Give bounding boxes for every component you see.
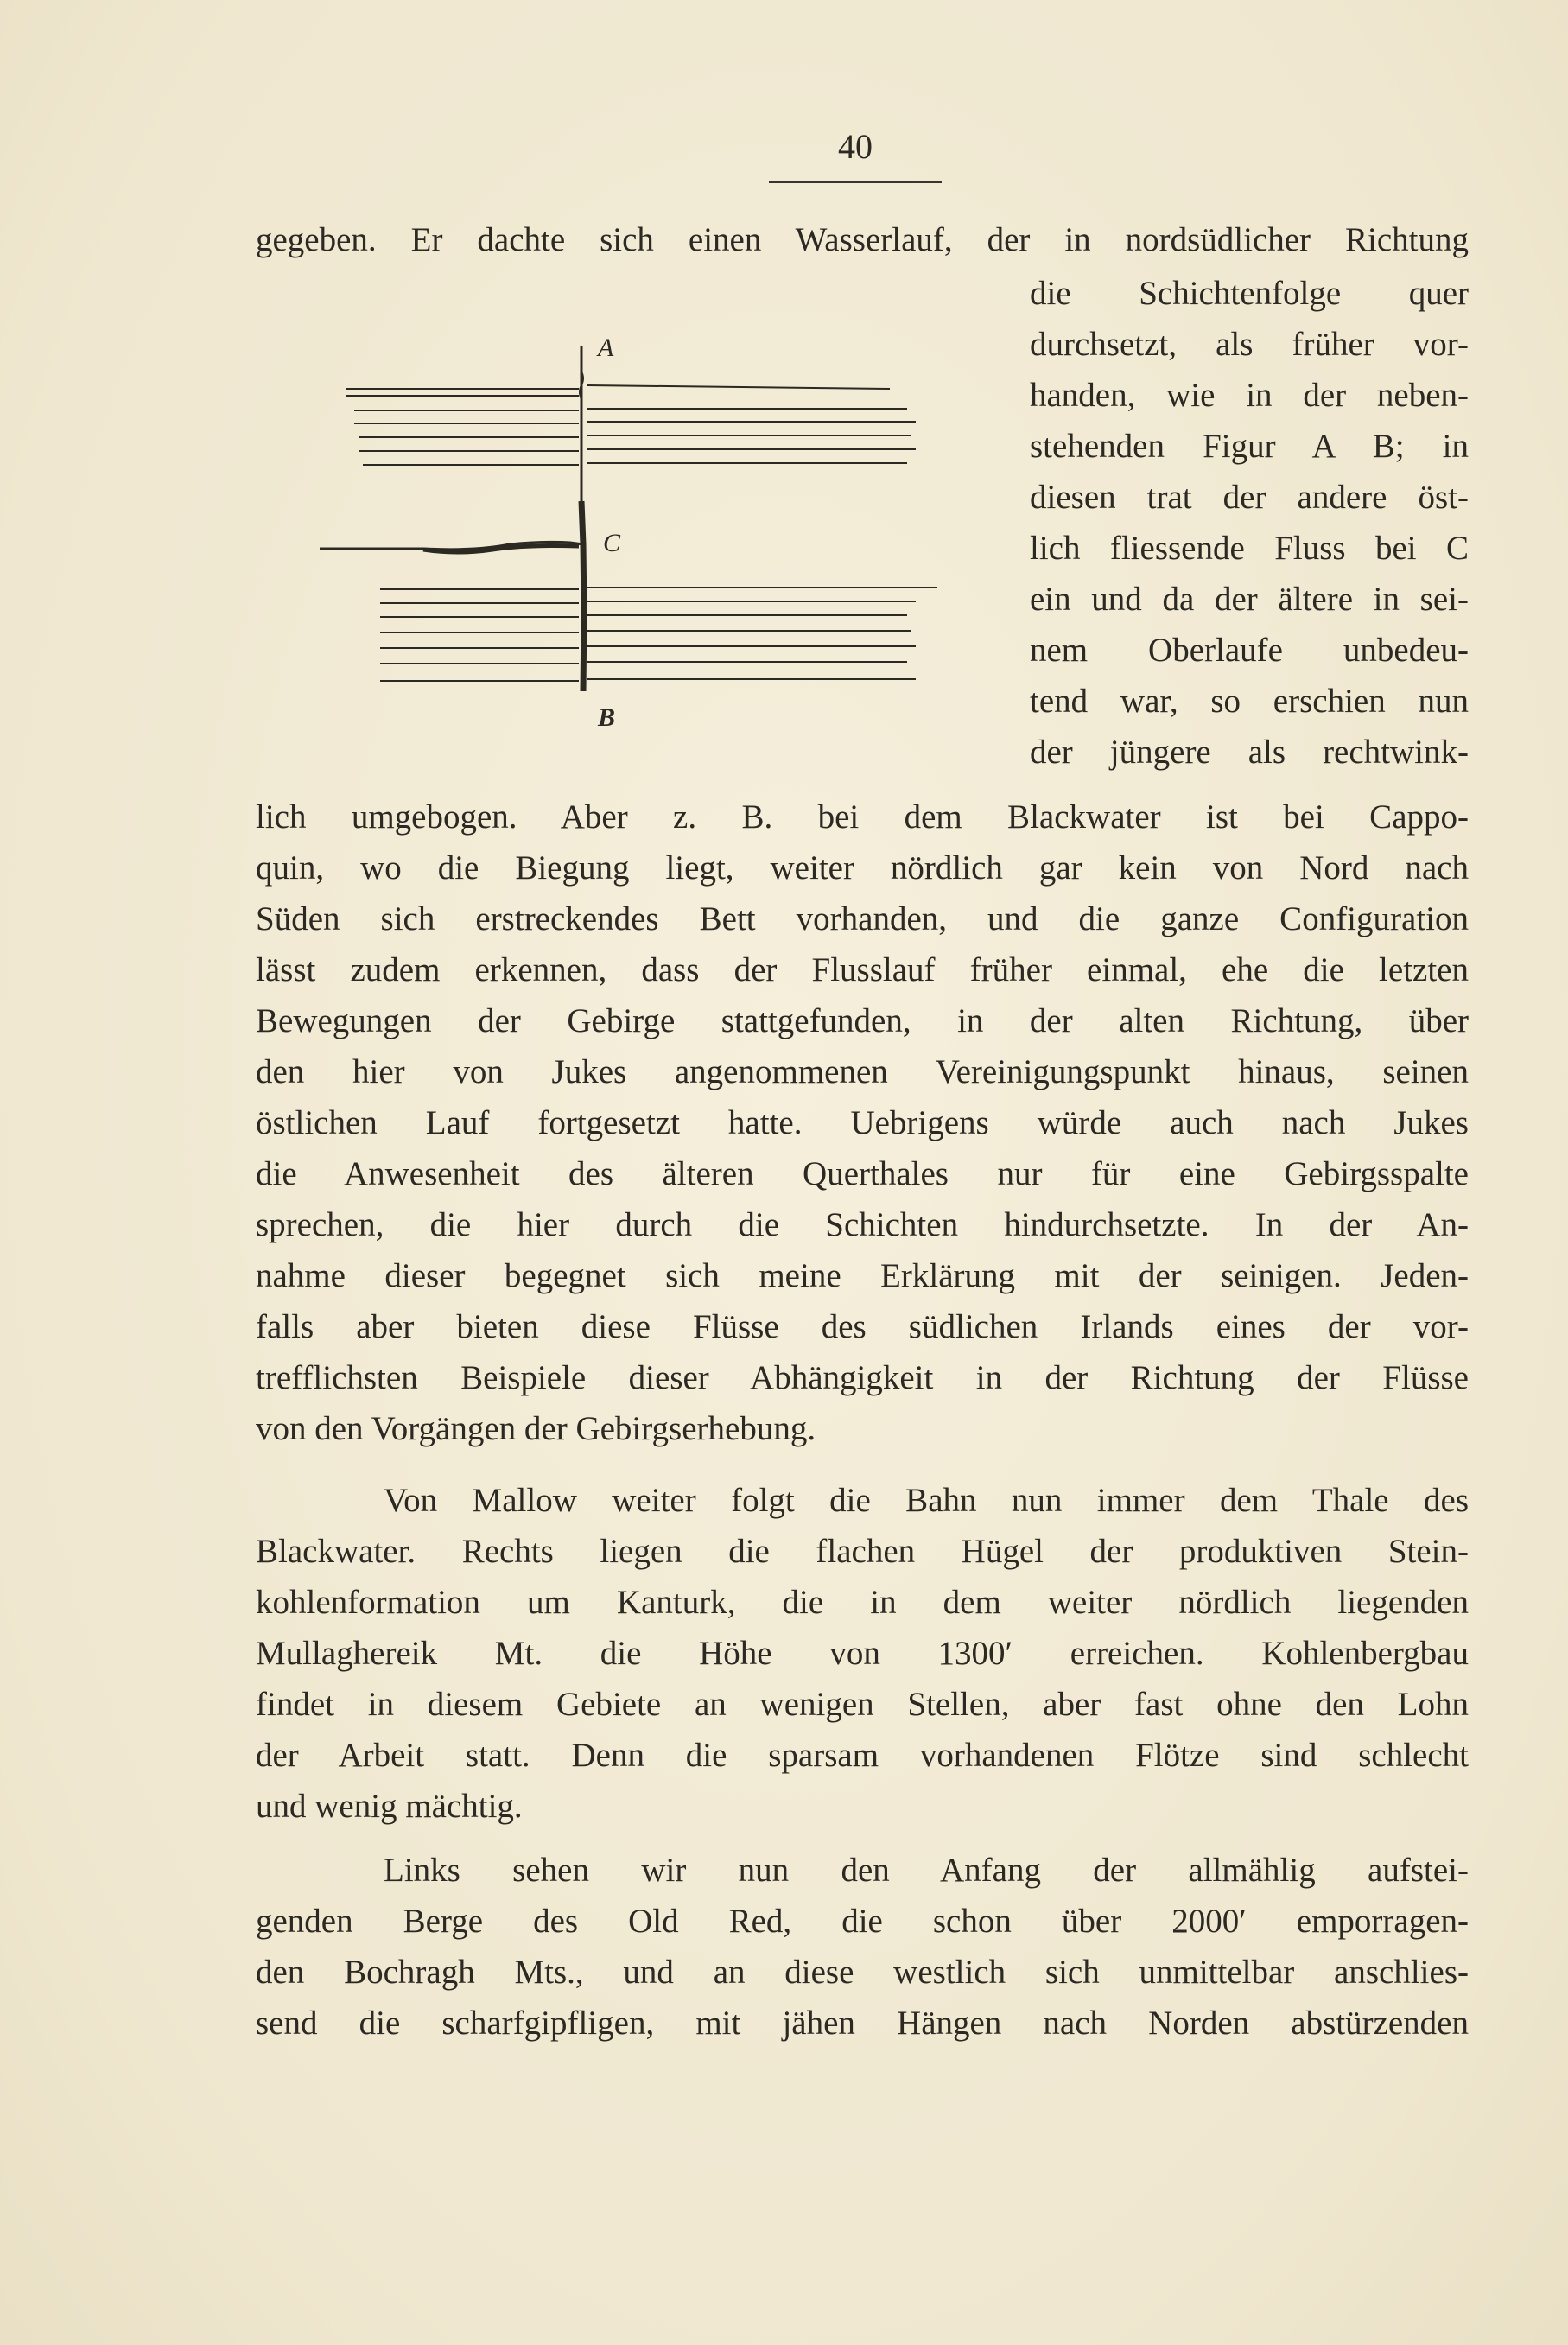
- text-line: Links sehen wir nun den Anfang der allmählig aufstei-: [384, 1852, 1469, 1889]
- text-line: tend war, so erschien nun: [1030, 683, 1469, 720]
- text-line: lich fliessende Fluss bei C: [1030, 530, 1469, 567]
- text-line: von den Vorgängen der Gebirgserhebung.: [256, 1410, 816, 1447]
- text-line: die Anwesenheit des älteren Querthales nur für eine Gebirgsspalte: [256, 1155, 1469, 1192]
- figure-label-a: A: [598, 334, 614, 362]
- text-line: den Bochragh Mts., und an diese westlich sich unmittelbar anschlies-: [256, 1954, 1469, 1991]
- text-line: Mullaghereik Mt. die Höhe von 1300′ erreichen. Kohlenbergbau: [256, 1635, 1469, 1672]
- river-diagram-figure: [320, 328, 950, 760]
- text-line: kohlenformation um Kanturk, die in dem weiter nördlich liegenden: [256, 1584, 1469, 1621]
- text-line: quin, wo die Biegung liegt, weiter nördlich gar kein von Nord nach: [256, 849, 1469, 887]
- text-line: Bewegungen der Gebirge stattgefunden, in der alten Richtung, über: [256, 1002, 1469, 1039]
- text-line: lässt zudem erkennen, dass der Flusslauf früher einmal, ehe die letzten: [256, 951, 1469, 988]
- text-line: östlichen Lauf fortgesetzt hatte. Uebrigens würde auch nach Jukes: [256, 1104, 1469, 1141]
- text-line: lich umgebogen. Aber z. B. bei dem Blackwater ist bei Cappo-: [256, 798, 1469, 836]
- text-line: send die scharfgipfligen, mit jähen Hängen nach Norden abstürzenden: [256, 2005, 1469, 2042]
- text-line: Von Mallow weiter folgt die Bahn nun immer dem Thale des: [384, 1482, 1469, 1519]
- text-line: den hier von Jukes angenommenen Vereinigungspunkt hinaus, seinen: [256, 1053, 1469, 1090]
- text-line: trefflichsten Beispiele dieser Abhängigkeit in der Richtung der Flüsse: [256, 1359, 1469, 1396]
- text-line: genden Berge des Old Red, die schon über 2000′ emporragen-: [256, 1903, 1469, 1940]
- text-line: stehenden Figur A B; in: [1030, 428, 1469, 465]
- text-line: sprechen, die hier durch die Schichten hindurchsetzte. In der An-: [256, 1206, 1469, 1243]
- page-number: 40: [769, 121, 942, 183]
- text-line: ein und da der ältere in sei-: [1030, 581, 1469, 618]
- text-line: der jüngere als rechtwink-: [1030, 734, 1469, 771]
- river-diagram: [320, 328, 950, 760]
- text-line: die Schichtenfolge quer: [1030, 275, 1469, 312]
- text-line: nem Oberlaufe unbedeu-: [1030, 632, 1469, 669]
- text-line: handen, wie in der neben-: [1030, 377, 1469, 414]
- text-line: und wenig mächtig.: [256, 1788, 523, 1825]
- text-line: durchsetzt, als früher vor-: [1030, 326, 1469, 363]
- text-line: falls aber bieten diese Flüsse des südlichen Irlands eines der vor-: [256, 1308, 1469, 1345]
- text-line: nahme dieser begegnet sich meine Erklärung mit der seinigen. Jeden-: [256, 1257, 1469, 1294]
- figure-label-b: B: [598, 703, 616, 732]
- text-line: findet in diesem Gebiete an wenigen Stellen, aber fast ohne den Lohn: [256, 1686, 1469, 1723]
- text-line: Süden sich erstreckendes Bett vorhanden, und die ganze Configuration: [256, 900, 1469, 937]
- text-line: Blackwater. Rechts liegen die flachen Hügel der produktiven Stein-: [256, 1533, 1469, 1570]
- text-line: gegeben. Er dachte sich einen Wasserlauf, der in nordsüdlicher Richtung: [256, 221, 1469, 258]
- text-line: diesen trat der andere öst-: [1030, 479, 1469, 516]
- text-line: der Arbeit statt. Denn die sparsam vorhandenen Flötze sind schlecht: [256, 1737, 1469, 1774]
- figure-label-c: C: [603, 529, 621, 557]
